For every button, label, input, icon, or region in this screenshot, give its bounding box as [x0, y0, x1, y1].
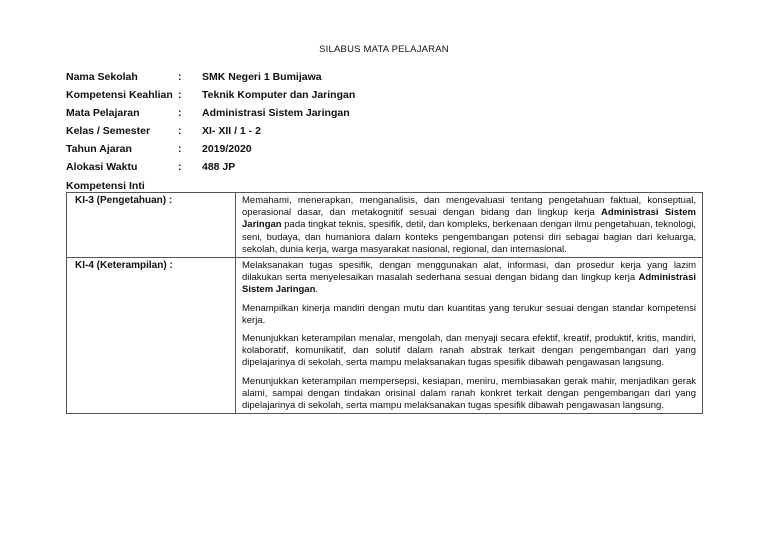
ki4-paragraph-2: Menampilkan kinerja mandiri dengan mutu dan kuantitas yang terukur sesuai dengan standar kompetensi kerja. [242, 302, 696, 326]
ki3-text-cont: pada tingkat teknis, spesifik, detil, dan kompleks, berkenaan dengan ilmu pengetahuan, teknologi, seni, budaya, dan humaniora dalam konteks pengembangan potensi diri sebagai bagian dari keluarga, sekolah, dunia kerja, warga masyarakat nasional, regional, dan internasional. [242, 219, 696, 255]
info-label: Alokasi Waktu [66, 161, 138, 173]
table-row-ki4 [67, 258, 703, 414]
info-value: Administrasi Sistem Jaringan [202, 107, 350, 119]
ki3-text: Memahami, menerapkan, menganalisis, dan mengevaluasi tentang pengetahuan faktual, konseptual, operasional dasar, dan metakognitif sesuai dengan bidang dan lingkup kerja [242, 195, 696, 219]
core-competency-heading: Kompetensi Inti [66, 180, 145, 192]
info-label: Tahun Ajaran [66, 143, 132, 155]
ki3-label: KI-3 (Pengetahuan) : [67, 193, 236, 258]
ki4-label: KI-4 (Keterampilan) : [67, 258, 236, 414]
info-value: SMK Negeri 1 Bumijawa [202, 71, 322, 83]
info-separator: : [178, 125, 182, 137]
ki3-subject-bold: Administrasi Sistem Jaringan [242, 207, 696, 231]
core-competency-table [66, 192, 703, 414]
table-row-ki3 [67, 193, 703, 258]
ki4-paragraph-3: Menunjukkan keterampilan menalar, mengolah, dan menyaji secara efektif, kreatif, produktif, kritis, mandiri, kolaboratif, komunikatif, dan solutif dalam ranah abstrak terkait dengan pengembangan dari yang dipelajarinya di sekolah, serta mampu melaksanakan tugas spesifik dibawah pengawasan langsung. [242, 333, 696, 369]
ki4-description [236, 258, 703, 414]
info-separator: : [178, 89, 182, 101]
ki4-text-end: . [315, 284, 319, 296]
ki3-paragraph [236, 193, 702, 257]
ki4-paragraph-1 [236, 258, 702, 298]
ki4-paragraph-4: Menunjukkan keterampilan mempersepsi, kesiapan, meniru, membiasakan gerak mahir, menjadikan gerak alami, sampai dengan tindakan orisinal dalam ranah konkret terkait dengan pengembangan dari yang dipelajarinya di sekolah, serta mampu melaksanakan tugas spesifik dibawah pengawasan langsung. [242, 375, 696, 412]
ki4-text: Melaksanakan tugas spesifik, dengan menggunakan alat, informasi, dan prosedur kerja yang lazim dilakukan serta menyelesaikan masalah sederhana sesuai dengan bidang dan lingkup kerja [242, 260, 696, 284]
info-value: Teknik Komputer dan Jaringan [202, 89, 356, 101]
info-value: 2019/2020 [202, 143, 252, 155]
info-label: Kelas / Semester [66, 125, 151, 137]
info-separator: : [178, 71, 182, 83]
info-separator: : [178, 107, 182, 119]
ki4-subject-bold: Administrasi Sistem Jaringan [242, 272, 696, 296]
info-separator: : [178, 143, 182, 155]
info-label: Mata Pelajaran [66, 107, 140, 119]
info-value: 488 JP [202, 161, 236, 173]
ki3-description [236, 193, 703, 258]
info-value: XI- XII / 1 - 2 [202, 125, 261, 137]
document-title: SILABUS MATA PELAJARAN [319, 44, 449, 55]
info-separator: : [178, 161, 182, 173]
info-label: Nama Sekolah [66, 71, 138, 83]
info-label: Kompetensi Keahlian [66, 89, 173, 101]
